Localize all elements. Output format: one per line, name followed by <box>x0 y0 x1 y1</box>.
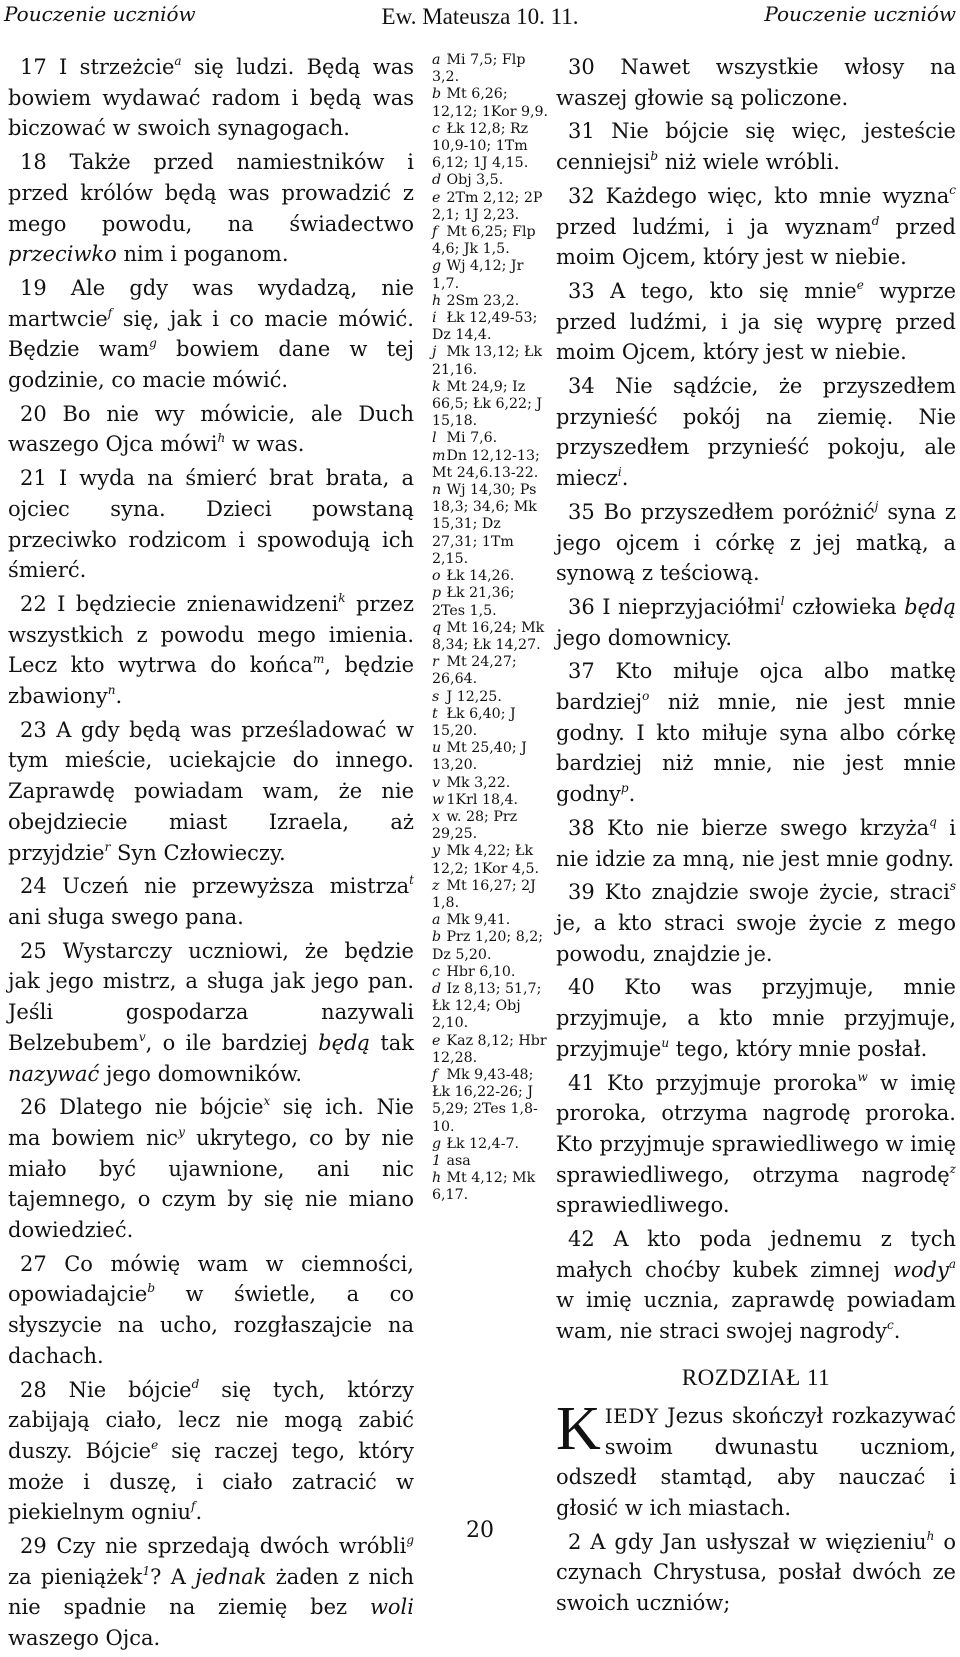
cross-reference-text: Obj 3,5. <box>442 172 504 189</box>
cross-reference-text: Mt 24,9; Iz 66,5; Łk 6,22; J 15,18. <box>432 378 543 430</box>
cross-reference-key: z <box>432 877 440 894</box>
cross-reference <box>432 1067 550 1136</box>
cross-reference <box>432 172 550 189</box>
cross-reference <box>432 1136 550 1153</box>
cross-reference-text: asa <box>442 1153 471 1169</box>
cross-reference-column <box>432 52 550 1205</box>
cross-reference <box>432 482 550 568</box>
right-verse: 40 Kto was przyjmuje, mnie przyjmuje, a kto mnie przyjmuje, przyjmuje$^u$ tego, który mnie posłał. <box>556 975 956 1061</box>
cross-reference-key: u <box>432 740 442 757</box>
cross-reference-text: Mk 4,22; Łk 12,2; 1Kor 4,5. <box>432 843 540 877</box>
cross-reference <box>432 1033 550 1067</box>
cross-reference-text: Mt 16,27; 2J 1,8. <box>432 877 536 911</box>
cross-reference-key: v <box>432 774 441 791</box>
left-verse: 21 I wyda na śmierć brat brata, a ojciec syna. Dzieci powstaną przeciwko rodzicom i spowodują ich śmierć. <box>8 466 414 583</box>
cross-reference-key: g <box>432 1135 442 1152</box>
cross-reference-text: Hbr 6,10. <box>442 963 516 980</box>
cross-reference-text: Mk 3,22. <box>442 774 511 791</box>
cross-reference-text: Łk 12,8; Rz 10,9-10; 1Tm 6,12; 1J 4,15. <box>432 120 529 172</box>
chapter-verse-2: 2 A gdy Jan usłyszał w więzieniu$^h$ o czynach Chrystusa, posłał dwóch ze swoich uczniów; <box>556 1528 956 1616</box>
cross-reference-text: Mk 13,12; Łk 21,16. <box>432 344 543 378</box>
left-verse: 25 Wystarczy uczniowi, że będzie jak jego mistrz, a sługa jak jego pan. Jeśli gospodarza nazywali Belzebubem$^v$, o ile bardziej będą tak nazywać jego domowników. <box>8 938 415 1086</box>
right-verse: 37 Kto miłuje ojca albo matkę bardziej$^o$ niż mnie, nie jest mnie godny. I kto miłuje syna albo córkę bardziej niż mnie, nie jest mnie godny$^p$. <box>556 659 956 807</box>
cross-reference <box>432 190 550 224</box>
left-verse: 19 Ale gdy was wydadzą, nie martwcie$^f$ się, jak i co macie mówić. Będzie wam$^g$ bowiem dane w tej godzinie, co macie mówić. <box>8 275 414 393</box>
cross-reference-text: Mt 16,24; Mk 8,34; Łk 14,27. <box>432 619 545 653</box>
right-verse: 39 Kto znajdzie swoje życie, straci$^s$ je, a kto straci swoje życie z mego powodu, znajdzie je. <box>556 879 956 966</box>
cross-reference-text: Łk 12,49-53; Dz 14,4. <box>432 310 538 344</box>
right-text-column <box>556 52 956 1622</box>
cross-reference-text: Mi 7,6. <box>442 430 498 447</box>
cross-reference-text: J 12,25. <box>442 688 502 705</box>
cross-reference-text: Prz 1,20; 8,2; Dz 5,20. <box>432 929 544 963</box>
cross-reference-key: h <box>432 292 442 309</box>
chapter-verse-1 <box>556 1394 956 1524</box>
cross-reference-key: k <box>432 378 441 395</box>
right-verse: 42 A kto poda jednemu z tych małych choćby kubek zimnej wody$^a$ w imię ucznia, zaprawdę powiadam wam, nie straci swojej nagrody$^c$. <box>556 1227 956 1344</box>
left-verse: 27 Co mówię wam w ciemności, opowiadajcie$^b$ w świetle, a co słyszycie na ucho, rozgłaszajcie na dachach. <box>8 1251 414 1368</box>
right-verse: 31 Nie bójcie się więc, jesteście cenniejsi$^b$ niż wiele wróbli. <box>556 119 956 175</box>
cross-reference <box>432 1170 550 1204</box>
first-word-rest: IEDY <box>604 1403 659 1428</box>
cross-reference-key: b <box>432 929 442 946</box>
right-verse: 33 A tego, kto się mnie$^e$ wyprze przed ludźmi, i ja się wyprę przed moim Ojcem, który jest w niebie. <box>556 277 956 365</box>
cross-reference-text: Mt 6,25; Flp 4,6; Jk 1,5. <box>432 224 536 258</box>
cross-reference-key: a <box>432 912 441 929</box>
chapter-heading: ROZDZIAŁ 11 <box>681 1364 831 1390</box>
cross-reference <box>432 52 550 86</box>
cross-reference-key: a <box>432 52 441 68</box>
right-verse: 41 Kto przyjmuje proroka$^w$ w imię proroka, otrzyma nagrodę proroka. Kto przyjmuje sprawiedliwego w imię sprawiedliwego, otrzyma nagrodę$^z$ sprawiedliwego. <box>556 1069 956 1218</box>
cross-reference <box>432 689 550 706</box>
cross-reference-key: j <box>432 344 437 361</box>
cross-reference-key: f <box>432 1066 438 1083</box>
cross-reference <box>432 792 550 809</box>
cross-reference-key: h <box>432 1170 442 1187</box>
cross-reference <box>432 981 550 1033</box>
header-right-title: Pouczenie uczniów <box>764 2 956 26</box>
verse-1-text: Jezus skończył rozkazywać swoim dwunastu uczniom, odszedł stamtąd, aby nauczać i głosić w ich miastach. <box>556 1403 956 1520</box>
cross-reference-key: d <box>432 172 442 189</box>
drop-cap: K <box>556 1394 601 1463</box>
cross-reference-text: Łk 14,26. <box>442 568 515 585</box>
cross-reference-text: Dn 12,12-13; Mt 24,6.13-22. <box>432 447 540 481</box>
header-left-title: Pouczenie uczniów <box>4 2 196 26</box>
cross-reference-key: l <box>432 430 437 447</box>
left-verse: 22 I będziecie znienawidzeni$^k$ przez wszystkich z powodu mego imienia. Lecz kto wytrwa do końca$^m$, będzie zbawiony$^n$. <box>8 590 415 709</box>
cross-reference-key: o <box>432 568 441 585</box>
left-verse: 24 Uczeń nie przewyższa mistrza$^t$ ani sługa swego pana. <box>8 873 414 929</box>
cross-reference <box>432 568 550 585</box>
cross-reference-text: Łk 21,36; 2Tes 1,5. <box>432 585 515 619</box>
cross-reference <box>432 878 550 912</box>
cross-reference-key: d <box>432 980 442 997</box>
cross-reference <box>432 344 550 378</box>
cross-reference <box>432 310 550 344</box>
cross-reference-text: 1Krl 18,4. <box>442 791 519 808</box>
cross-reference <box>432 809 550 843</box>
left-text-column <box>8 52 414 1657</box>
left-verse: 17 I strzeżcie$^a$ się ludzi. Będą was bowiem wydawać radom i będą was biczować w swoich synagogach. <box>8 54 414 141</box>
cross-reference-text: Iz 8,13; 51,7; Łk 12,4; Obj 2,10. <box>432 980 542 1032</box>
left-verse: 29 Czy nie sprzedają dwóch wróbli$^g$ za pieniążek$^1$? A jednak żaden z nich nie spadnie na ziemię bez woli waszego Ojca. <box>8 1533 414 1651</box>
right-verse: 32 Każdego więc, kto mnie wyzna$^c$ przed ludźmi, i ja wyznam$^d$ przed moim Ojcem, który jest w niebie. <box>556 182 957 270</box>
cross-reference-text: Mt 6,26; 12,12; 1Kor 9,9. <box>432 86 549 120</box>
cross-reference-key: 1 <box>432 1153 442 1169</box>
cross-reference-key: e <box>432 1032 441 1049</box>
cross-reference-text: Mk 9,43-48; Łk 16,22-26; J 5,29; 2Tes 1,8-10. <box>432 1066 538 1135</box>
cross-reference-text: Kaz 8,12; Hbr 12,28. <box>432 1032 547 1066</box>
cross-reference-key: m <box>432 447 446 464</box>
right-verses <box>556 52 956 1347</box>
header-book-title: Ew. Mateusza 10. 11. <box>381 4 579 29</box>
cross-reference-key: c <box>432 120 440 137</box>
cross-reference-text: w. 28; Prz 29,25. <box>432 808 518 843</box>
cross-reference <box>432 448 550 482</box>
left-verse: 28 Nie bójcie$^d$ się tych, którzy zabijają ciało, lecz nie mogą zabić duszy. Bójcie$^e$ się raczej tego, który może i duszę, i ciało zatracić w piekielnym ogniu$^f$. <box>8 1376 415 1525</box>
cross-reference <box>432 224 550 258</box>
right-verse: 38 Kto nie bierze swego krzyża$^q$ i nie idzie za mną, nie jest mnie godny. <box>556 814 956 871</box>
cross-reference-text: 2Tm 2,12; 2P 2,1; 1J 2,23. <box>432 189 543 223</box>
cross-reference <box>432 430 550 447</box>
cross-reference <box>432 706 550 740</box>
right-verse: 36 I nieprzyjaciółmi$^l$ człowieka będą jego domownicy. <box>556 593 956 650</box>
cross-reference-text: Wj 4,12; Jr 1,7. <box>432 258 524 292</box>
cross-reference-text: 2Sm 23,2. <box>442 292 520 309</box>
cross-reference-text: Mt 4,12; Mk 6,17. <box>432 1170 536 1204</box>
cross-reference-key: x <box>432 808 441 825</box>
left-verse: 26 Dlatego nie bójcie$^x$ się ich. Nie ma bowiem nic$^y$ ukrytego, co by nie miało być ujawnione, ani nic tajemnego, o czym by się nie miano dowiedzieć. <box>8 1094 414 1243</box>
cross-reference <box>432 654 550 688</box>
cross-reference-text: Łk 6,40; J 15,20. <box>432 705 516 739</box>
cross-reference <box>432 86 550 120</box>
right-verse: 35 Bo przyszedłem poróżnić$^j$ syna z jego ojcem i córkę z jej matką, a synową z teściową. <box>556 498 956 586</box>
cross-reference-key: t <box>432 705 438 722</box>
cross-reference <box>432 1153 550 1170</box>
cross-reference-key: e <box>432 189 441 206</box>
cross-reference-text: Mt 25,40; J 13,20. <box>432 740 527 774</box>
right-verse: 34 Nie sądźcie, że przyszedłem przynieść pokój na ziemię. Nie przyszedłem przynieść pokoju, ale miecz$^i$. <box>556 374 956 491</box>
cross-reference-key: r <box>432 654 439 671</box>
cross-reference-key: w <box>432 791 445 808</box>
cross-reference-key: i <box>432 310 437 327</box>
page-header <box>0 0 960 34</box>
cross-reference <box>432 258 550 292</box>
cross-reference-key: f <box>432 224 438 241</box>
cross-reference-key: n <box>432 482 442 499</box>
cross-reference-text: Mk 9,41. <box>442 912 511 929</box>
cross-reference <box>432 620 550 654</box>
right-verse: 30 Nawet wszystkie włosy na waszej głowie są policzone. <box>556 55 956 110</box>
cross-reference <box>432 912 550 929</box>
page-number: 20 <box>466 1518 494 1543</box>
left-verse: 18 Także przed namiestników i przed królów będą was prowadzić z mego powodu, na świadectwo przeciwko nim i poganom. <box>8 150 414 267</box>
cross-reference-key: q <box>432 619 442 636</box>
cross-reference <box>432 775 550 792</box>
cross-reference <box>432 293 550 310</box>
cross-reference <box>432 929 550 963</box>
cross-reference <box>432 843 550 877</box>
cross-reference-text: Wj 14,30; Ps 18,3; 34,6; Mk 15,31; Dz 27,31; 1Tm 2,15. <box>432 482 537 567</box>
cross-reference-text: Łk 12,4-7. <box>442 1135 520 1152</box>
cross-reference <box>432 121 550 173</box>
cross-reference-key: c <box>432 963 440 980</box>
cross-reference-text: Mt 24,27; 26,64. <box>432 654 517 688</box>
cross-reference <box>432 740 550 774</box>
cross-reference-text: Mi 7,5; Flp 3,2. <box>432 52 526 86</box>
cross-reference-key: s <box>432 688 440 705</box>
cross-reference-key: b <box>432 86 442 103</box>
cross-reference-key: y <box>432 843 441 860</box>
left-verse: 23 A gdy będą was prześladować w tym mieście, uciekajcie do innego. Zaprawdę powiadam wam, że nie obejdziecie miast Izraela, aż przyjdzie$^r$ Syn Człowieczy. <box>8 717 414 865</box>
cross-reference <box>432 964 550 981</box>
left-verse: 20 Bo nie wy mówicie, ale Duch waszego Ojca mówi$^h$ w was. <box>8 401 414 457</box>
cross-reference-key: p <box>432 585 442 602</box>
cross-reference-key: g <box>432 258 442 275</box>
cross-reference <box>432 585 550 619</box>
cross-reference <box>432 379 550 431</box>
